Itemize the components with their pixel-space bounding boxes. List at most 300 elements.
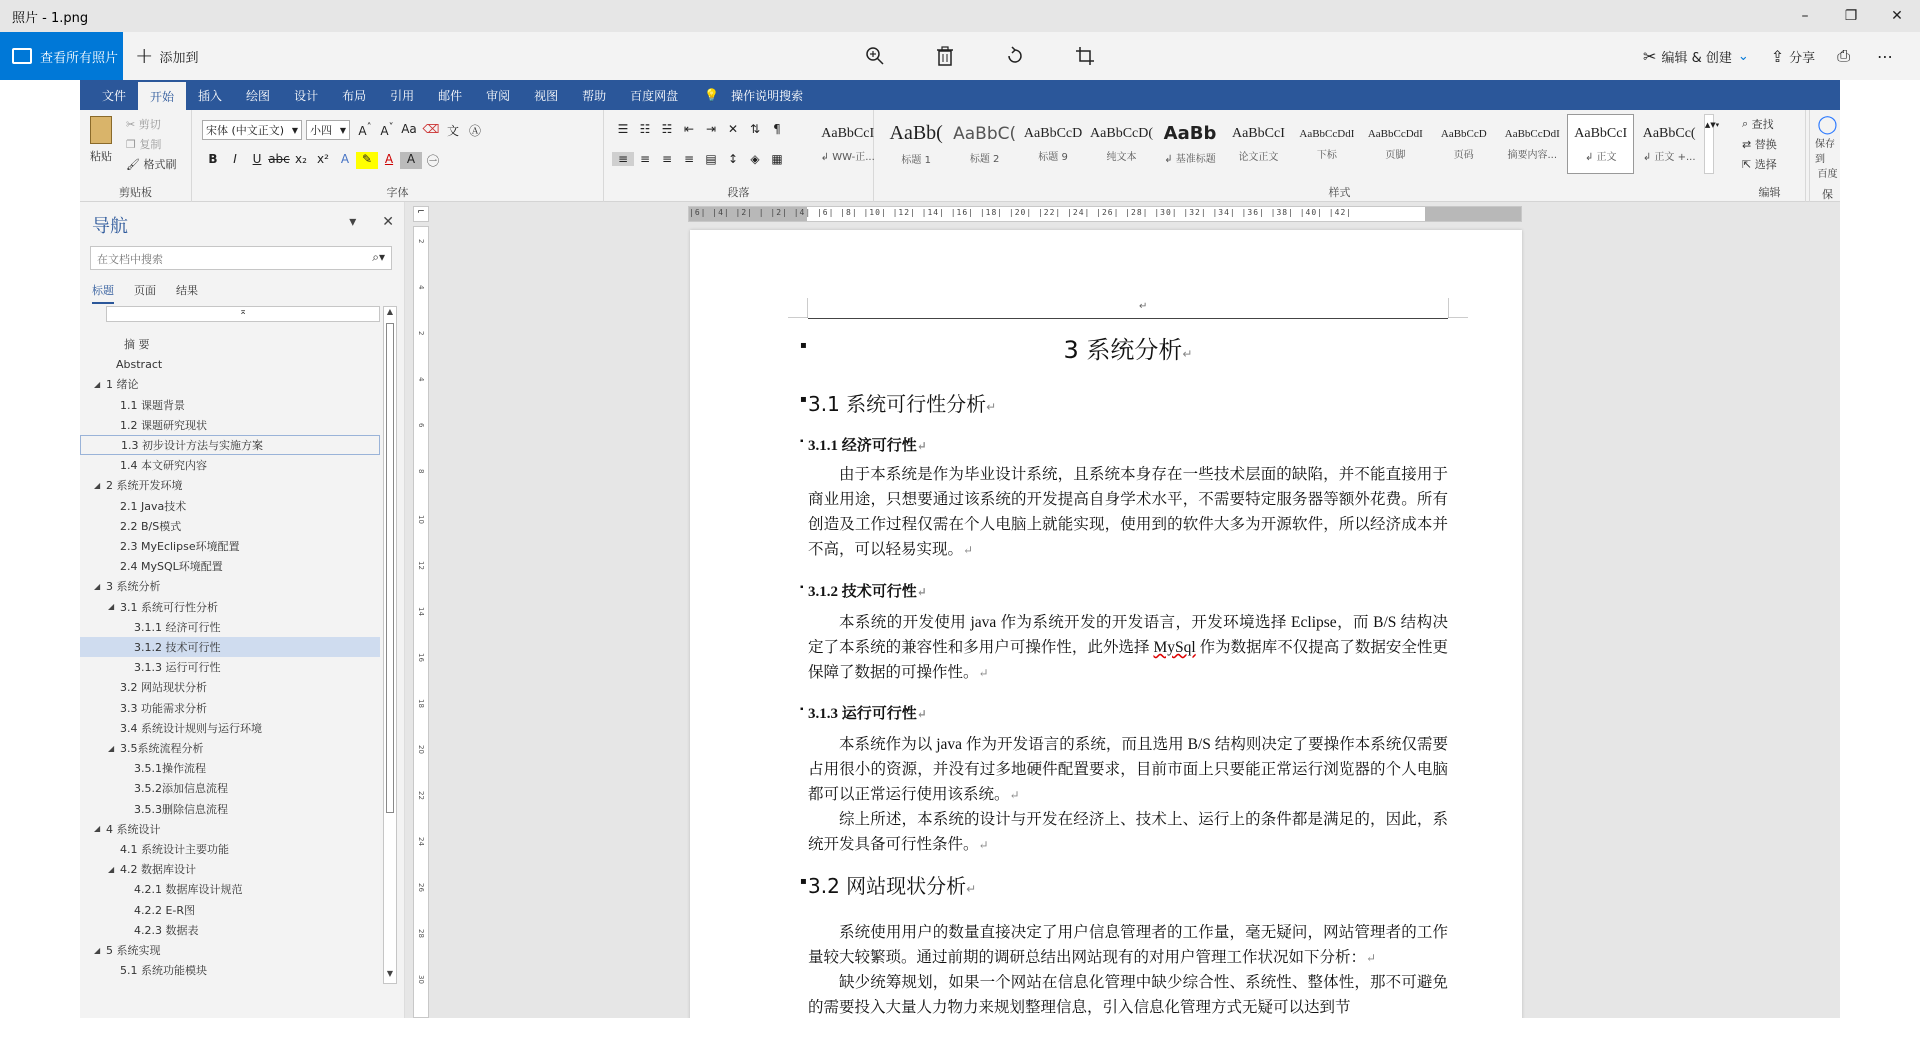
crop-mark-left [788,298,808,318]
print-button[interactable] [1837,46,1855,66]
bold-icon[interactable]: B [208,152,218,166]
paragraph-2 [808,610,1448,686]
clipboard-label: 剪贴板 [119,186,152,199]
vertical-ruler [413,226,429,1018]
char-shading-icon[interactable]: A [400,152,422,169]
tree-item[interactable] [80,799,380,819]
style-item[interactable] [1430,114,1497,174]
ruler-tick: 18 [417,699,425,708]
mark: ↵ [966,882,977,896]
tree-item[interactable] [80,738,380,758]
mark: ↵ [978,666,989,680]
ruler-tick: 14 [417,607,425,616]
tree-item-label: 2.1 Java技术 [120,499,187,513]
tree-item[interactable] [80,900,380,920]
decrease-indent-icon[interactable]: ⇤ [683,122,695,136]
close-button[interactable]: ✕ [1891,8,1903,24]
mark: ↵ [963,543,974,557]
paragraph-6 [808,970,1448,1018]
minimize-button[interactable]: – [1801,8,1809,24]
tab-7[interactable]: 邮件 [438,88,463,103]
view-all-photos-button[interactable] [0,32,123,80]
expand-triangle-icon[interactable]: ◢ [108,743,115,753]
scroll-thumb[interactable] [386,323,394,813]
style-name: ↲ 正文 +... [1642,151,1696,163]
add-to-button[interactable] [135,32,198,80]
style-item[interactable] [1019,114,1086,174]
nav-search-input[interactable] [90,246,392,270]
style-item[interactable] [814,114,881,174]
edit-icon: ✂ [1643,46,1657,66]
distributed-icon[interactable]: ▤ [705,152,717,166]
style-item[interactable] [1088,114,1155,174]
style-item[interactable] [1156,114,1223,174]
subscript-icon[interactable]: x₂ [295,152,307,166]
tree-item[interactable] [80,819,380,839]
paragraph-3 [808,732,1448,808]
font-buttons-top [354,122,486,139]
ruler-tick: 26 [417,883,425,892]
search-icon[interactable]: ⌕▾ [372,250,385,264]
editing-label: 编辑 [1758,186,1781,199]
italic-icon[interactable]: I [233,152,237,166]
crop-mark-right [1448,298,1468,318]
nav-scrollbar[interactable] [383,306,397,984]
tab-3[interactable]: 绘图 [246,88,271,103]
ruler-tick: 10 [417,515,425,524]
tree-item-label: 1.4 本文研究内容 [120,459,207,473]
expand-triangle-icon[interactable]: ◢ [108,602,115,612]
enclose-char-icon[interactable]: ㊀ [426,154,439,168]
nav-tab-1[interactable]: 页面 [134,284,156,297]
tree-item-label: 3.5系统流程分析 [120,742,204,755]
replace-label: 替换 [1754,138,1777,151]
style-sample: AaBbCcDdI [1299,127,1355,140]
baidu-label: 百度 [1817,169,1838,180]
tab-4[interactable]: 设计 [294,88,319,103]
tree-item-label: 4.2.3 数据表 [134,923,199,937]
tree-item-label: 5.1 系统功能模块 [120,964,207,978]
tab-9[interactable]: 视图 [534,88,559,103]
find-button[interactable] [1742,116,1774,132]
expand-triangle-icon[interactable]: ◢ [94,581,101,591]
tab-2[interactable]: 插入 [198,88,223,103]
style-name: 标题 2 [969,153,1000,165]
clear-format-icon[interactable]: ⌫ [422,122,440,136]
shading-icon[interactable]: ◈ [750,152,760,166]
expand-triangle-icon[interactable]: ◢ [94,379,101,389]
mark: ↵ [1366,951,1377,965]
mark: ↵ [1009,788,1020,802]
crop-icon[interactable] [1050,32,1120,80]
tree-item[interactable] [80,778,380,798]
superscript-icon[interactable]: x² [317,152,329,166]
title-bar [0,0,1920,32]
ribbon [80,110,1840,202]
tree-item[interactable] [80,677,380,697]
document-area [405,202,1840,1018]
nav-tab-0[interactable]: 标题 [92,282,114,304]
document-page[interactable] [690,230,1522,1018]
tree-item[interactable] [80,839,380,859]
chevron-down-icon: ▼ [339,125,346,135]
tree-item[interactable] [80,475,380,495]
paragraph-3-text: 本系统作为以 java 作为开发语言的系统，而且选用 B/S 结构则决定了要操作本系统仅需要占用很小的资源，并没有过多地硬件配置要求，目前市面上只要能正常运行浏览器的个人电脑都可以正常运行使用该系统。 [808,736,1448,803]
window-controls [1782,0,1920,32]
tree-item-label: 3.1 系统可行性分析 [120,600,218,614]
sort-icon[interactable]: ⇅ [749,122,761,136]
tree-item[interactable] [80,415,380,435]
header-line [808,318,1448,319]
align-left-icon[interactable]: ≡ [612,152,634,166]
style-sample: AaBbCcD [1440,127,1487,140]
ruler-tick: 28 [417,929,425,938]
tree-item[interactable] [80,698,380,718]
find-label: 查找 [1751,118,1774,131]
expand-triangle-icon[interactable]: ◢ [108,864,115,874]
section-heading-2-text: 3.2 网站现状分析 [808,874,967,898]
expand-triangle-icon[interactable]: ◢ [94,480,101,490]
save-group-label: 保 [1822,188,1833,201]
lightbulb-icon: 💡 [704,88,720,102]
copy-icon: ❐ [126,137,136,151]
tree-item-label: 1 绪论 [106,378,139,392]
shrink-font-icon[interactable]: A˅ [380,122,394,138]
style-item[interactable] [1567,114,1634,174]
tree-item-label: 1.3 初步设计方法与实施方案 [121,439,263,452]
more-icon: ⋯ [1877,46,1893,66]
tree-item-label: 4.1 系统设计主要功能 [120,843,229,856]
style-name: ↲ 正文 [1584,151,1617,163]
tree-item[interactable] [80,920,380,940]
tab-selector-icon[interactable]: ⌐ [413,206,429,222]
increase-indent-icon[interactable]: ⇥ [705,122,717,136]
subsection-heading-3-text: 3.1.3 运行可行性 [808,706,917,722]
font-color-icon[interactable]: A [384,152,394,166]
misspelled-word[interactable]: MySql [1153,639,1196,656]
nav-title: 导航 [92,216,128,237]
style-sample: AaBbCcD [1023,125,1083,141]
tree-item[interactable] [80,395,380,415]
tree-item[interactable] [80,758,380,778]
style-sample: AaBbCcI [1574,125,1628,141]
tree-item[interactable] [80,455,380,475]
tree-item[interactable] [80,435,380,455]
tab-1[interactable]: 开始 [138,82,186,110]
editing-group [1730,110,1810,202]
mark: ↵ [1182,347,1193,361]
tree-item-label: 3.1.2 技术可行性 [134,641,221,654]
tree-item[interactable] [80,536,380,556]
style-name: 摘要内容... [1507,149,1558,161]
share-button[interactable] [1771,47,1815,66]
delete-icon[interactable] [910,32,980,80]
font-buttons-bottom [202,152,444,169]
paragraph-2-text-c: 作为数据库不仅提高了数据安全性更保障了数据的可操作性。 [808,639,1448,681]
style-sample: AaBbCcDdI [1367,127,1423,140]
tab-12[interactable]: 操作说明搜索 [731,88,804,103]
ruler-tick: 8 [417,469,425,474]
tree-item[interactable] [80,718,380,738]
cut-button[interactable] [126,116,161,132]
tree-item[interactable] [80,859,380,879]
replace-button[interactable] [1742,136,1777,152]
copy-label: 复制 [139,138,162,151]
tree-item-label: 3 系统分析 [106,580,161,594]
font-label: 字体 [386,186,409,199]
scroll-up-icon[interactable]: ▲ [386,307,394,316]
ruler-tick: 6 [417,423,425,428]
font-name-select[interactable] [202,120,302,140]
paragraph-6-text: 缺少统筹规划，如果一个网站在信息化管理中缺少综合性、系统性、整体性，那不可避免的需要投入大量人力物力来规划整理信息，引入信息化管理方式无疑可以达到节 [808,974,1448,1016]
copy-button[interactable] [126,136,161,152]
nav-controls [323,214,394,230]
tree-item-label: 4 系统设计 [106,822,161,836]
tree-item-label: 1.2 课题研究现状 [120,418,207,432]
select-button[interactable] [1742,156,1777,172]
style-item[interactable] [1499,114,1566,174]
tab-6[interactable]: 引用 [390,88,415,103]
subsection-heading-1-text: 3.1.1 经济可行性 [808,438,917,454]
horizontal-ruler [688,206,1522,222]
tree-item[interactable] [80,354,380,374]
tree-item-label: 3.2 网站现状分析 [120,681,207,695]
tree-item[interactable] [80,597,380,617]
expand-triangle-icon[interactable]: ◢ [94,824,101,834]
tree-item-label: Abstract [116,357,163,371]
select-label: 选择 [1754,158,1777,171]
style-sample: AaBb [1163,123,1217,144]
style-name: 页脚 [1385,149,1406,161]
photos-toolbar [0,32,1920,80]
style-item[interactable] [951,114,1018,174]
ruler-tick: 20 [417,745,425,754]
style-item[interactable] [1362,114,1429,174]
tree-item-label: 4.2.2 E-R图 [134,903,196,917]
chevron-down-icon[interactable]: ▾ [349,214,357,230]
search-icon: ⌕ [1742,117,1749,130]
tree-item-label: 2 系统开发环境 [106,479,183,493]
text-effects-icon[interactable]: A [340,152,350,166]
tree-item-label: 4.2.1 数据库设计规范 [134,883,243,897]
tab-8[interactable]: 审阅 [486,88,511,103]
view-all-label: 查看所有照片 [40,50,119,66]
add-to-label: 添加到 [159,50,199,66]
tree-item-label: 3.4 系统设计规则与运行环境 [120,721,262,735]
collapse-all-icon[interactable]: ⌅ [106,306,380,322]
subsection-heading-1: ▪ 3.1.1 经济可行性↵ [800,436,927,454]
ruler-tick: 4 [417,377,425,382]
style-name: 标题 1 [901,155,931,166]
align-center-icon[interactable]: ≡ [639,152,651,166]
format-painter-label: 格式刷 [143,158,177,171]
tree-item-label: 2.2 B/S模式 [120,519,182,533]
numbering-icon[interactable]: ☷ [639,122,651,136]
font-size-select[interactable] [306,120,350,140]
photo-right-tools [1643,32,1920,80]
paragraph-2-text-a: 本系统的开发使用 java 作为系统开发的开发语言，开发环境选择 Eclipse，而 B/S 结构决定了本系统的兼容性和多用户可操作性，此外选择 [808,614,1448,656]
mark: ↵ [916,439,927,453]
bullets-icon[interactable]: ☰ [617,122,629,136]
style-sample: AaBbCcD( [1090,125,1154,141]
tree-item-label: 3.5.3删除信息流程 [134,802,228,816]
style-name: ↲ 基准标题 [1164,154,1216,165]
tree-item[interactable] [80,556,380,576]
style-sample: AaBbCcI [821,125,875,141]
print-icon: ⎙ [1837,46,1850,65]
nav-tabs [92,282,218,304]
mark: ↵ [986,400,997,414]
chapter-heading-text: 3 系统分析 [1063,336,1183,364]
font-name-value: 宋体 (中文正文) [206,124,285,137]
paragraph-5 [808,920,1448,971]
strikethrough-icon[interactable]: abc [268,152,290,166]
paragraph-4-text: 综上所述，本系统的设计与开发在经济上、技术上、运行上的条件都是满足的，因此，系统开发具备可行性条件。 [808,811,1448,853]
style-item[interactable] [882,114,949,174]
tree-item-label: 3.3 功能需求分析 [120,701,207,715]
style-item[interactable] [1293,114,1360,174]
scroll-down-icon[interactable]: ▼ [386,969,394,978]
tree-item[interactable] [80,617,380,637]
grow-font-icon[interactable]: A˄ [358,122,372,138]
tab-5[interactable]: 布局 [342,88,367,103]
show-marks-icon[interactable]: ¶ [773,122,781,136]
subsection-heading-2: ▪ 3.1.2 技术可行性↵ [800,582,927,600]
nav-search-placeholder: 在文档中搜索 [97,253,163,266]
paste-label: 粘贴 [90,150,112,163]
multilevel-icon[interactable]: ☵ [661,122,673,136]
more-button[interactable] [1877,47,1898,66]
subsection-heading-2-text: 3.1.2 技术可行性 [808,584,917,600]
ruler-ticks: |6| |4| |2| | |2| |4| |6| |8| |10| |12| |14| |16| |18| |20| |22| |24| |26| |28| |30| |32| |34| |36| |38| |40| |42| [689,208,1353,217]
window-title: 照片 - 1.png [12,10,89,26]
char-border-icon[interactable]: Ⓐ [468,124,481,138]
paragraph-buttons-top [612,122,788,136]
plus-icon: + [135,43,154,69]
phonetic-icon[interactable]: 文 [446,124,459,138]
justify-icon[interactable]: ≡ [683,152,695,166]
tree-item[interactable] [80,879,380,899]
style-name: ↲ WW-正... [820,151,875,163]
tab-0[interactable]: 文件 [102,88,127,103]
paragraph-5-text: 系统使用用户的数量直接决定了用户信息管理者的工作量，毫无疑问，网站管理者的工作量较大较繁琐。通过前期的调研总结出网站现有的对用户管理工作状况如下分析： [808,924,1448,966]
tab-11[interactable]: 百度网盘 [630,88,679,103]
save-to-label: 保存到 [1815,139,1835,165]
styles-label: 样式 [1328,186,1351,199]
styles-gallery [814,114,1720,180]
font-size-value: 小四 [310,124,332,137]
change-case-icon[interactable]: Aa [401,122,417,136]
ruler-tick: 2 [417,331,425,336]
photo-tools [840,32,1120,80]
ruler-tick: 12 [417,561,425,570]
tree-item-label: 3.1.1 经济可行性 [134,620,221,634]
navigation-pane [80,202,405,1018]
mark: ↵ [916,585,927,599]
close-icon[interactable]: ✕ [382,214,394,230]
mark: ↵ [978,838,989,852]
edit-create-button[interactable] [1643,47,1749,66]
cut-label: 剪切 [138,118,161,131]
share-label: 分享 [1789,50,1816,66]
baidu-icon: ◯ [1817,114,1838,135]
paragraph-label: 段落 [727,186,750,199]
tree-item-label: 摘 要 [124,338,150,351]
nav-tab-2[interactable]: 结果 [176,284,198,297]
share-icon: ⇪ [1770,46,1785,66]
align-right-icon[interactable]: ≡ [661,152,673,166]
ruler-tick: 2 [417,239,425,244]
ruler-tick: 24 [417,837,425,846]
expand-triangle-icon[interactable]: ◢ [94,945,101,955]
ribbon-tabs [80,80,1840,110]
section-heading-1: ▪ 3.1 系统可行性分析↵ [800,392,997,416]
tree-item-label: 4.2 数据库设计 [120,863,196,877]
tree-item[interactable] [80,657,380,677]
tree-item-label: 5 系统实现 [106,944,161,957]
ruler-tick: 4 [417,285,425,290]
tree-item-label: 3.1.3 运行可行性 [134,661,221,675]
tree-item[interactable] [80,374,380,394]
highlight-icon[interactable]: ✎ [356,152,378,169]
paragraph-1-text: 由于本系统是作为毕业设计系统，且系统本身存在一些技术层面的缺陷，并不能直接用于商业用途，只想要通过该系统的开发提高自身学术水平，不需要特定服务器等额外花费。所有创造及工作过程仅需在个人电脑上就能实现，使用到的软件大多为开源软件，所以经济成本并不高，可以轻易实现。 [808,466,1448,558]
style-name: 下标 [1316,149,1337,161]
style-sample: AaBbCcI [1231,125,1285,141]
tree-item-label: 1.1 课题背景 [120,398,185,412]
rotate-icon[interactable] [980,32,1050,80]
style-sample: AaBbCcDdI [1504,127,1560,140]
line-spacing-icon[interactable]: ↕ [727,152,739,166]
format-painter-button[interactable] [126,156,176,172]
brush-icon: 🖌 [126,157,140,171]
paste-button[interactable] [90,116,112,164]
select-icon: ⇱ [1742,157,1752,171]
tree-item[interactable] [80,637,380,657]
word-screenshot [80,80,1840,1018]
style-sample: AaBbCc( [1642,125,1696,141]
asian-layout-icon[interactable]: ✕ [727,122,739,136]
section-heading-2: ▪ 3.2 网站现状分析↵ [800,874,977,898]
paragraph-4 [808,807,1448,858]
tree-item-label: 3.5.1操作流程 [134,762,206,776]
style-item[interactable] [1225,114,1292,174]
style-sample: AaBb( [889,122,943,144]
style-name: 标题 9 [1038,151,1068,163]
tree-item[interactable] [80,334,380,354]
tree-item[interactable] [80,576,380,596]
tree-item[interactable] [80,960,380,980]
style-item[interactable] [1635,114,1702,174]
tree-item-label: 2.3 MyEclipse环境配置 [120,540,240,553]
save-to-baidu-button[interactable] [1815,114,1840,180]
maximize-button[interactable]: ❐ [1844,8,1858,24]
tree-item[interactable] [80,516,380,536]
ruler-tick: 16 [417,653,425,662]
borders-icon[interactable]: ▦ [771,152,783,166]
chevron-down-icon: ⌄ [1737,48,1749,64]
styles-scroll[interactable]: ▲▼▾ [1704,114,1714,174]
tab-10[interactable]: 帮助 [582,88,607,103]
photos-icon [12,48,32,64]
ruler-tick: 22 [417,791,425,800]
tree-item[interactable] [80,496,380,516]
zoom-icon[interactable] [840,32,910,80]
tree-item-label: 2.4 MySQL环境配置 [120,560,223,574]
clipboard-group [80,110,192,202]
paragraph-1 [808,462,1448,563]
tree-item[interactable] [80,940,380,960]
underline-icon[interactable]: U [252,152,262,166]
